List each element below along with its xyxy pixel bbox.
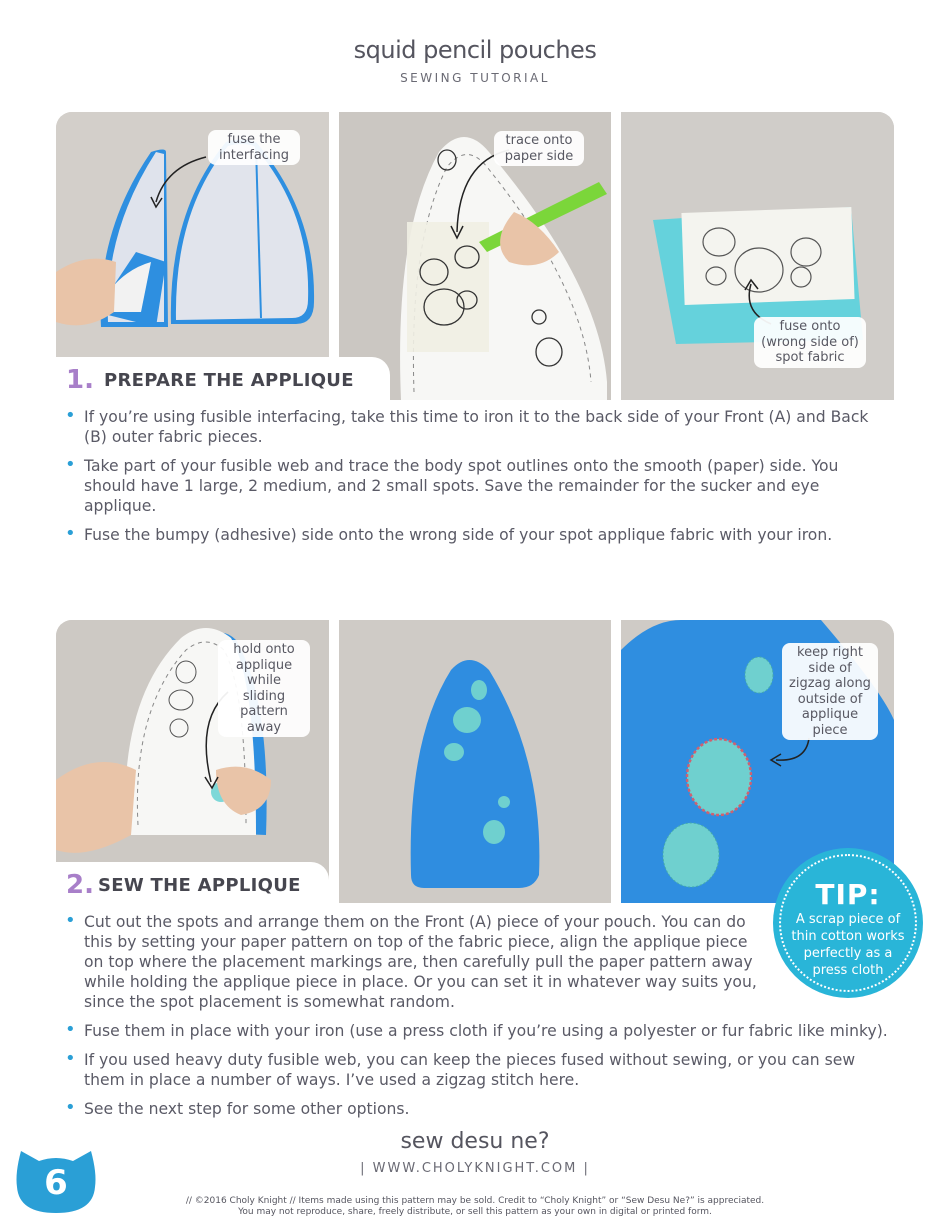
list-item: • If you used heavy duty fusible web, you can keep the pieces fused without sewing, or you can sew them in place a number of ways. I’ve used a zigzag stitch here.	[64, 1050, 894, 1090]
page-number: 6	[44, 1163, 68, 1203]
step2-number: 2.	[66, 870, 94, 900]
list-item: • Fuse the bumpy (adhesive) side onto the wrong side of your spot applique fabric with your iron.	[64, 525, 894, 545]
step1-bullets	[64, 407, 894, 554]
callout-zigzag-outside: keep right side of zigzag along outside of applique piece	[782, 643, 878, 740]
callout-fuse-spot-fabric: fuse onto (wrong side of) spot fabric	[754, 317, 866, 368]
list-item: • Take part of your fusible web and trace the body spot outlines onto the smooth (paper) side. You should have 1 large, 2 medium, and 2 small spots. Save the remainder for the sucker and eye applique.	[64, 456, 894, 516]
callout-hold-applique: hold onto applique while sliding pattern away	[218, 640, 310, 737]
step2-bullets	[64, 912, 894, 1128]
arranged-spots-illustration	[339, 620, 611, 903]
tip-body: A scrap piece of thin cotton works perfectly as a press cloth	[791, 912, 905, 978]
tip-heading: TIP:	[815, 878, 881, 911]
tip-badge	[773, 848, 923, 998]
footer-brand: sew desu ne?	[400, 1129, 550, 1154]
footer-url[interactable]: | WWW.CHOLYKNIGHT.COM |	[360, 1161, 590, 1176]
step2-photo-arranged-spots	[339, 620, 611, 903]
footer-legal	[0, 1196, 950, 1218]
page-subtitle: SEWING TUTORIAL	[400, 71, 550, 85]
step1-number: 1.	[66, 365, 94, 395]
list-item: • If you’re using fusible interfacing, take this time to iron it to the back side of your Front (A) and Back (B) outer fabric pieces.	[64, 407, 894, 447]
step2-heading	[56, 862, 329, 908]
page-title: squid pencil pouches	[353, 36, 597, 64]
legal-line-1: // ©2016 Choly Knight // Items made using this pattern may be sold. Credit to “Choly Knight” or “Sew Desu Ne?” is appreciated.	[185, 1196, 765, 1206]
legal-line-2: You may not reproduce, share, freely distribute, or sell this pattern as your own in digital or printed form.	[238, 1207, 712, 1217]
list-item: • Cut out the spots and arrange them on the Front (A) piece of your pouch. You can do this by setting your paper pattern on top of the fabric piece, align the applique piece on top where the placement markings are, then carefully pull the paper pattern away while holding the applique piece in place. Or you can set it in whatever way suits you, since the spot placement is somewhat random.	[64, 912, 770, 1012]
list-item: • See the next step for some other options.	[64, 1099, 894, 1119]
list-item: • Fuse them in place with your iron (use a press cloth if you’re using a polyester or fur fabric like minky).	[64, 1021, 894, 1041]
callout-fuse-interfacing: fuse the interfacing	[208, 130, 300, 165]
step2-title: SEW THE APPLIQUE	[97, 874, 301, 896]
step1-heading	[56, 357, 390, 403]
callout-trace-paper-side: trace onto paper side	[494, 131, 584, 166]
step1-title: PREPARE THE APPLIQUE	[103, 369, 354, 391]
